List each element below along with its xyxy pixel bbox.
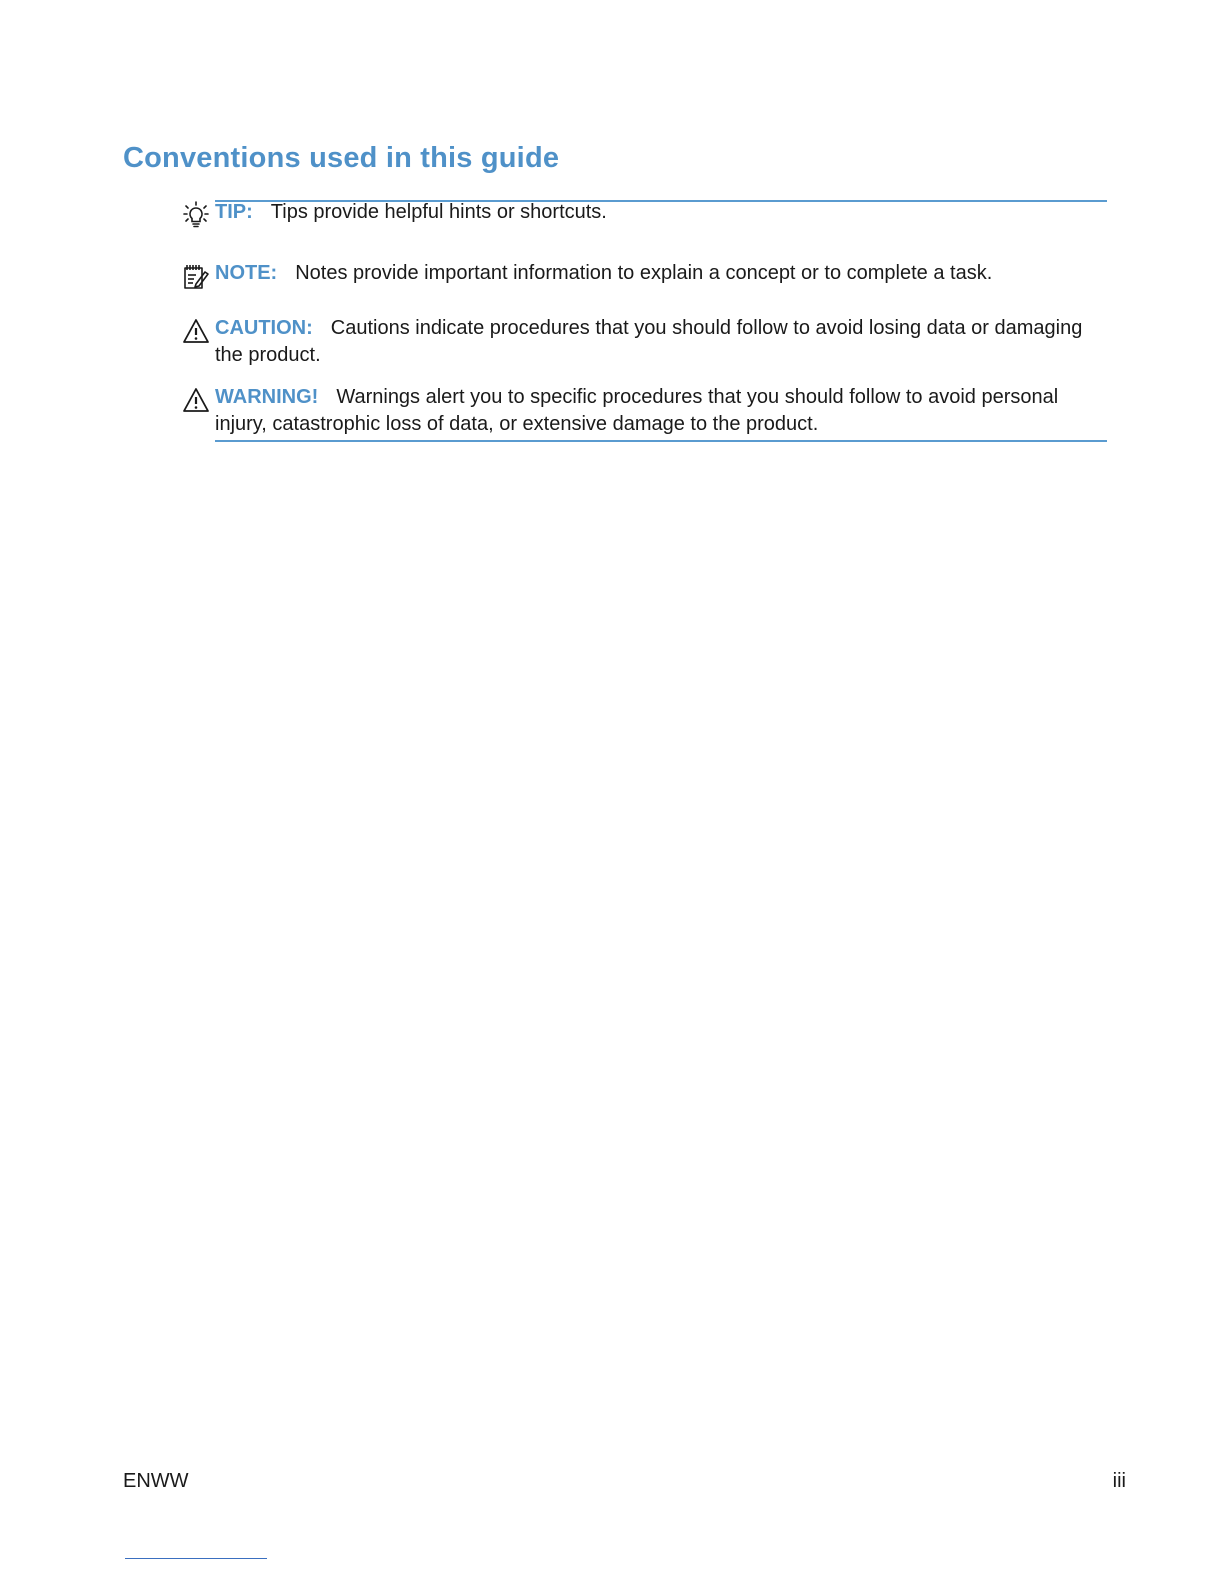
- caution-notice: [215, 315, 1095, 369]
- tip-text: Tips provide helpful hints or shortcuts.: [270, 201, 607, 223]
- caution-text: Cautions indicate procedures that you should follow to avoid losing data or damaging the product.: [215, 317, 1083, 366]
- warning-notice: [215, 384, 1095, 438]
- caution-triangle-icon: [182, 317, 210, 345]
- note-text: Notes provide important information to explain a concept or to complete a task.: [295, 262, 993, 284]
- warning-text: Warnings alert you to specific procedures that you should follow to avoid personal injury, catastrophic loss of data, or extensive damage to the product.: [215, 386, 1059, 435]
- tip-notice: [215, 199, 1095, 226]
- footer-edition: ENWW: [123, 1470, 189, 1492]
- footer-page-number: iii: [1112, 1470, 1126, 1492]
- page-title: Conventions used in this guide: [123, 142, 560, 174]
- tip-label: TIP:: [215, 201, 253, 223]
- note-label: NOTE:: [215, 262, 278, 284]
- caution-label: CAUTION:: [215, 317, 313, 339]
- note-pad-icon: [182, 262, 210, 290]
- notice-bottom-rule: [215, 440, 1107, 442]
- warning-triangle-icon: [182, 386, 210, 414]
- lightbulb-icon: [182, 201, 210, 229]
- note-notice: [215, 260, 1095, 287]
- footer-rule: [125, 1558, 267, 1559]
- warning-label: WARNING!: [215, 386, 319, 408]
